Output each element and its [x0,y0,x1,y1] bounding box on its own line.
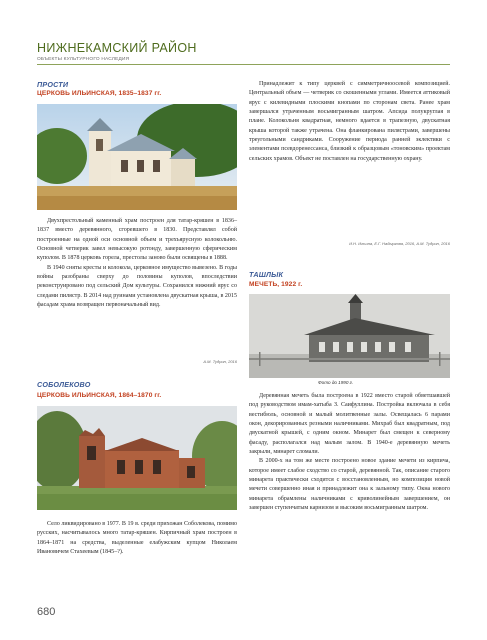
section3-paragraph-1: Село ликвидировано в 1977. В 19 в. среди прихожан Соболекова, помимо русских, насчитывалось много татар-кряшен. Кирпичный храм построен в 1864–1871 на средства, выделенные елабужским купцом Николаем Ивановичем Стахеевым (1845–?). [37,521,237,556]
section1-right-paragraph: Принадлежит к типу церквей с симметричноосевой композицией. Центральный объем — четверик со скошенными углами. Имеется аттиковый ярус с килевидными плоскими кнопами по сторонам света. Ранее храм завершался утраченным восьмигранным шатром. Апсида полукруглая в плане. Колокольня квадратная, немного вдается в трапезную, двускатная крыша которой также утрачена. Она фланкирована пилястрами, завершены треугольными сандриками. Сооружение периода ранней эклектики с элементами псевдоренессанса, близкий к образцовым «тоновским» проектам сельских храмов. Объект не поставлен на государственную охрану. [249,81,450,162]
section1-place: ПРОСТИ [37,80,69,89]
section1-right-credit: И.Н. Ильина, Е.Г. Надыргова, 2016, А.М. Тудрин, 2016 [349,241,450,246]
church-sobolekovo-ruins-image [37,406,237,510]
section1-right-text [249,80,450,164]
section2-photo [249,294,450,378]
section2-place: ТАШЛЫК [249,270,284,279]
section1-paragraph-2: В 1940 сняты кресты и колокола, церковное имущество вывезено. В годы войны разобраны сверху до половины куполов, впоследствии реконструировано под сельский Дом культуры. Сохранился нижний ярус со следами пилястр. В 2014 над руинами установлена двускатная крыша, в 2015 фасадам храма возвращен первоначальный вид. [37,264,237,309]
section1-text [37,217,237,310]
section3-place: СОБОЛЕКОВО [37,380,91,389]
section2-paragraph-2: В 2000-х на том же месте построено новое здание мечети из кирпича, которое имеет слабое сходство со старой, деревянной. Так, описание старого минарета практически сходится с восстановленным, но композиция новой мечети совершенно иная и принадлежит она к зальному типу. Окна нового минарета обрамлены наличниками с криволинейным завершением, он завершен ступенчатым карнизом и высоким восьмигранным шатром. [249,458,450,512]
section2-title: МЕЧЕТЬ, 1922 г. [249,281,303,288]
region-subtitle: ОБЪЕКТЫ КУЛЬТУРНОГО НАСЛЕДИЯ [37,57,130,62]
mosque-tashlyk-image [249,294,450,378]
section1-credit: А.М. Тудрин, 2016 [203,359,237,364]
section2-paragraph-1: Деревянная мечеть была построена в 1922 вместо старой обветшавшей под руководством имам-хатыба З. Саифуллина. Постройка включала в себя вестибюль, основной и малый молитвенные залы. Освещалась 6 парами окон, декорированных резными наличниками. Михраб был квадратным, под двускатной крышей, с одним окном. Минарет был смещен к северному фасаду, располагался над малым залом. В 1940-е деревянную мечеть закрыли, минарет сломали. [249,393,450,456]
section1-paragraph-1: Двухпрестольный каменный храм построен для татар-кряшен в 1836–1837 вместо деревянного, сгоревшего в 1830. Представлял собой построенные на одной оси основной объем и трехъярусную колокольню. Основной четверик завел невысокую ротонду, завершенную сферическим куполом. В 1878 церковь горела, престолы заново были освящены в 1888. [37,218,237,262]
section2-text [249,392,450,513]
region-title: НИЖНЕКАМСКИЙ РАЙОН [37,41,197,55]
church-prosti-image [37,104,237,210]
section1-photo [37,104,237,210]
page-number: 680 [37,606,56,618]
section1-title: ЦЕРКОВЬ ИЛЬИНСКАЯ, 1835–1837 гг. [37,90,162,97]
section2-photo-caption: Фото до 1990 г. [318,380,354,385]
header-divider [37,64,450,65]
section3-text [37,520,237,557]
section3-photo [37,406,237,510]
section3-title: ЦЕРКОВЬ ИЛЬИНСКАЯ, 1864–1870 гг. [37,392,162,399]
